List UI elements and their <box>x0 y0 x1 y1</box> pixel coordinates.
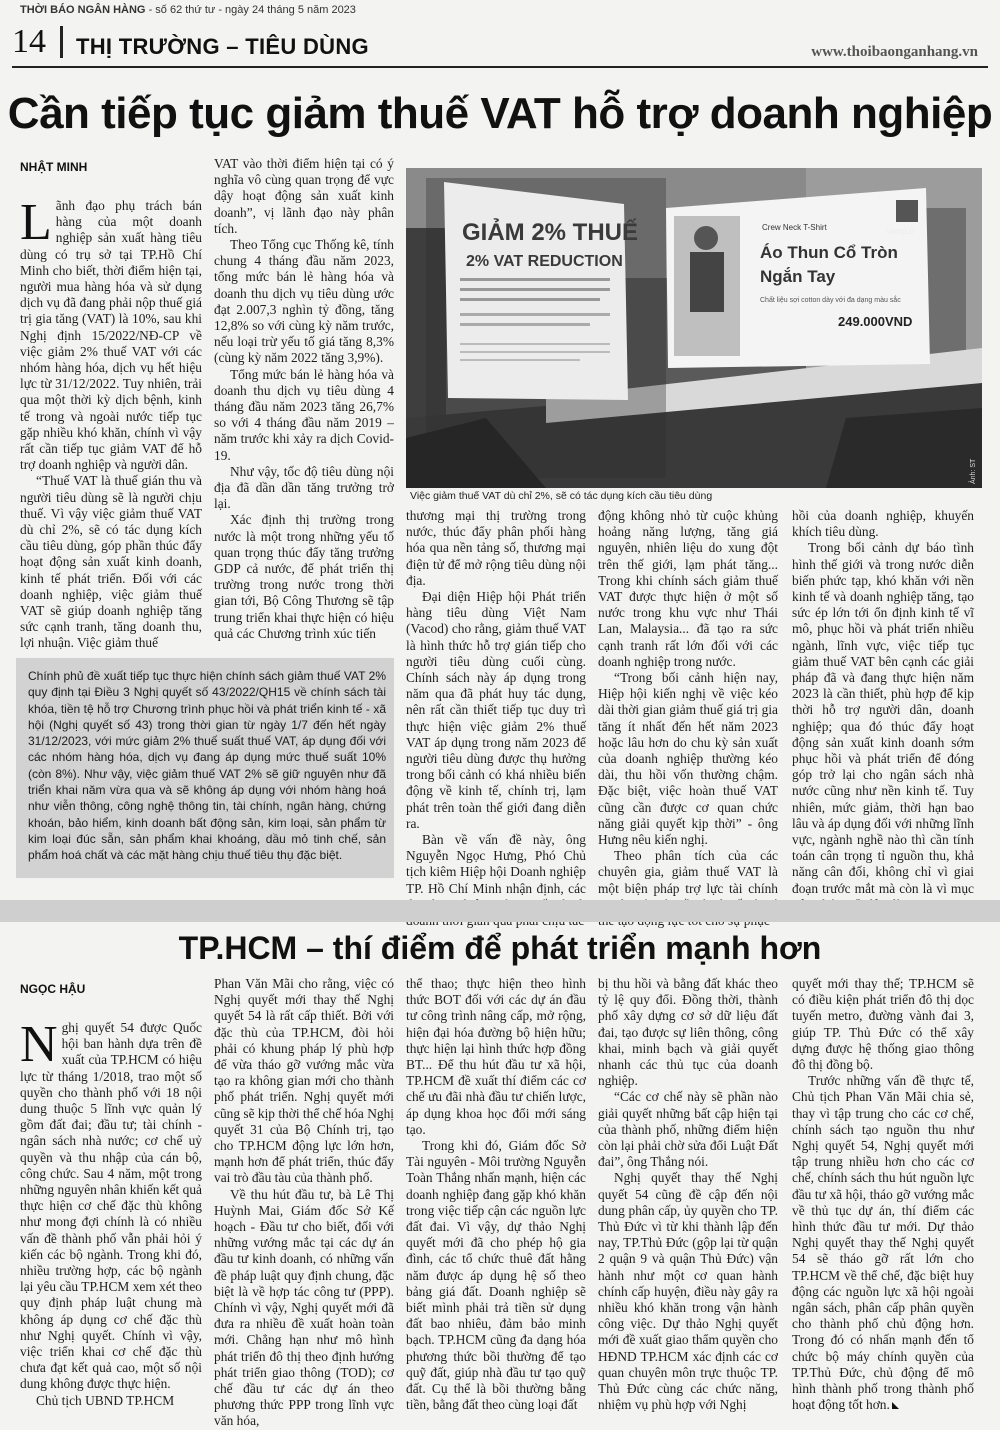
article2-c1-p2: Chủ tịch UBND TP.HCM <box>36 1392 175 1408</box>
article1-headline: Cần tiếp tục giảm thuế VAT hỗ trợ doanh nghiệp <box>7 89 993 138</box>
highlight-box-text: Chính phủ đề xuất tiếp tục thực hiện chính sách giảm thuế VAT 2% quy định tại Điều 3 Nghị quyết số 43/2022/QH15 về chính sách tài khóa, tiền tệ hỗ trợ Chương trình phục hồi và phát triển kinh tế - xã hội (Nghị quyết số 43) trong thời gian từ ngày 1/7 đến hết ngày 31/12/2023, với mức giảm 2% thuế suất thuế VAT, áp dụng đối với các nhóm hàng hóa, dịch vụ đang áp dụng mức thuế suất 10% (còn 8%). Như vậy, việc giảm thuế VAT 2% sẽ giữ nguyên như đã triển khai năm vừa qua và sẽ không áp dụng với nhóm hàng hoá như viễn thông, công nghệ thông tin, tài chính, ngân hàng, chứng khoán, bảo hiểm, kinh doanh bất động sản, kim loại, sản phẩm từ kim loại đúc sẵn, sản phẩm khai khoáng, dầu mỏ tinh chế, sản phẩm hoá chất và các mặt hàng chịu thuế tiêu thụ đặc biệt. <box>28 669 386 863</box>
article1-c2-p3: Tổng mức bán lẻ hàng hóa và doanh thu dịch vụ tiêu dùng 4 tháng đầu năm 2023 tăng 26,7% so với 4 tháng đầu năm 2019 – năm trước khi xảy ra dịch Covid-19. <box>214 366 394 463</box>
ad-description: Chất liệu sợi cotton dày với đa dạng màu sắc <box>760 297 901 304</box>
article2-c4-p3: Nghị quyết thay thế Nghị quyết 54 cũng đề cập đến nội dung phân cấp, ủy quyền cho TP. Thủ Đức vì từ khi thành lập đến nay, TP.Thủ Đức (gộp lại từ quận 2 quận 9 và quận Thủ Đức) vận hành như một cơ quan hành chính cấp huyện, điều này gây ra nhiều khó khăn trong vận hành công việc. Dự thảo Nghị quyết mới đề xuất giao thẩm quyền cho HĐND TP.HCM xác định các cơ quan chuyên môn trực thuộc TP. Thủ Đức cùng các chức năng, nhiệm vụ phù hợp với Nghị <box>598 1170 778 1413</box>
article1-column-5 <box>792 508 974 896</box>
article1-c2-p2: Theo Tổng cục Thống kê, tính chung 4 tháng đầu năm 2023, tổng mức bán lẻ hàng hóa và doanh thu dịch vụ tiêu dùng ước đạt 2.007,3 nghìn tỷ đồng, tăng 12,8% so với cùng kỳ năm trước, nếu loại trừ yếu tố giá tăng 8,3% (cùng kỳ năm 2022 tăng 3,9%). <box>214 237 394 366</box>
article2-c2-p2: Về thu hút đầu tư, bà Lê Thị Huỳnh Mai, Giám đốc Sở Kế hoạch - Đầu tư cho biết, đối với những vướng mắc tại các dự án đầu tư kinh doanh, có những vấn đề pháp luật quy định chung, đặc biệt là về hợp tác công tư (PPP). Chính vì vậy, Nghị quyết mới đã đưa ra nhiều đề xuất hoàn toàn mới. Chẳng hạn như mô hình phát triển đô thị theo định hướng phát triển giao thông (TOD); cơ chế đầu tư các dự án theo phương thức PPP trong lĩnh vực văn hóa, <box>214 1186 394 1429</box>
article2-byline: NGỌC HẬU <box>20 982 86 996</box>
store-photo <box>406 168 982 488</box>
article2-dropcap: N <box>20 1016 58 1073</box>
article1-c5-p1: hồi của doanh nghiệp, khuyến khích tiêu dùng. <box>792 508 974 540</box>
section-separator-band <box>0 900 1000 922</box>
article2-c3-p2: Trong khi đó, Giám đốc Sở Tài nguyên - Môi trường Nguyễn Toàn Thắng nhấn mạnh, hiện các doanh nghiệp đang gặp khó khăn trong việc tiếp cận các nguồn lực đất đai. Vì vậy, dự thảo Nghị quyết mới đã cho phép hộ gia đình, các tổ chức thuê đất hằng năm được áp dụng hệ số theo bảng giá đất. Doanh nghiệp sẽ biết mình phải trả tiền sử dụng đất bao nhiêu, đảm bảo minh bạch. TP.HCM cũng đa dạng hóa phương thức bồi thường để tạo quỹ đất, giúp nhà đầu tư tạo quỹ đất. Cụ thể là bồi thường bằng tiền, bằng đất theo cùng loại đất <box>406 1138 586 1413</box>
end-mark-icon <box>892 1402 899 1409</box>
article1-c1-p2: “Thuế VAT là thuế gián thu và người tiêu dùng sẽ là người chịu thuế. Vì vậy việc giảm thuế VAT dù chỉ 2%, sẽ có tác dụng kích cầu tiêu dùng, góp phần thúc đẩy hoạt động sản xuất kinh doanh, kinh tế phát triển. Đối với các doanh nghiệp, việc giảm thuế VAT sẽ giúp doanh nghiệp tăng sức cạnh tranh, tăng doanh thu, lợi nhuận. Việc giảm thuế <box>20 473 202 651</box>
sign-line-1: GIẢM 2% THUẾ <box>462 219 639 246</box>
photo-caption: Việc giảm thuế VAT dù chỉ 2%, sẽ có tác dụng kích cầu tiêu dùng <box>410 490 713 502</box>
article2-c1-p1: ghị quyết 54 được Quốc hội ban hành dựa trên đề xuất của TP.HCM có hiệu lực từ tháng 1/2018, trao một số quyền cho thành phố với 18 nội dung thuộc 5 lĩnh vực quản lý gồm đất đai; đầu tư; tài chính - ngân sách nhà nước; cơ chế uỷ quyền và thu nhập của cán bộ, công chức. Sau 4 năm, một trong những nguyên nhân khiến kết quả thực hiện cơ chế đặc thù không như mong đợi chính là có nhiều vấn đề thành phố vẫn phải hỏi ý kiến các bộ ngành. Trong khi đó, nhiều trường hợp, các bộ ngành lại yêu cầu TP.HCM xem xét theo quy định pháp luật chung mà không áp dụng cơ chế đặc thù như Nghị quyết. Chính vì vậy, việc triển khai cơ chế đặc thù chưa đạt kết quả cao, một số nội dung không được thực hiện. <box>20 1020 202 1392</box>
article1-column-4 <box>598 508 778 896</box>
article1-c4-p2: “Trong bối cảnh hiện nay, Hiệp hội kiến nghị về việc kéo dài thời gian giảm thuế giá trị gia tăng ít nhất đến hết năm 2023 hoặc lâu hơn do chu kỳ sản xuất của doanh nghiệp thường kéo dài, thu hồi vốn thường chậm. Đặc biệt, việc hoàn thuế VAT cũng cần được cơ quan chức năng giải quyết kịp thời” - ông Hưng nêu kiến nghị. <box>598 670 778 848</box>
ad-price: 249.000VND <box>838 314 913 329</box>
article2-c3-p1: thể thao; thực hiện theo hình thức BOT đối với các dự án đầu tư công trình nâng cấp, mở rộng, hiện đại hóa đường bộ hiện hữu; thực hiện lại hình thức hợp đồng BT... Để thu hút đầu tư xã hội, TP.HCM đề xuất thí điểm các cơ chế ưu đãi nhà đầu tư chiến lược, áp dụng khoa học đổi mới sáng tạo. <box>406 976 586 1137</box>
ad-title-1: Áo Thun Cổ Tròn <box>760 243 898 262</box>
article2-c5-p1: quyết mới thay thế; TP.HCM sẽ có điều kiện phát triển đô thị dọc tuyến metro, đường vành đai 3, giúp TP. Thủ Đức có thể xây dựng được hệ thống giao thông đô thị đồng bộ. <box>792 976 974 1073</box>
photo-credit: Ảnh: ST <box>970 458 977 484</box>
article2-column-5 <box>792 976 974 1413</box>
ad-title-2: Ngắn Tay <box>760 267 836 286</box>
article2-column-4 <box>598 976 778 1413</box>
article1-column-1 <box>20 194 202 651</box>
paper-name: THỜI BÁO NGÂN HÀNG <box>20 4 146 16</box>
article1-dropcap: L <box>20 194 52 251</box>
page-number: 14 <box>12 23 46 60</box>
article1-c2-p4: Như vậy, tốc độ tiêu dùng nội địa đã dần dần tăng trưởng trở lại. <box>214 463 394 512</box>
article2-headline: TP.HCM – thí điểm để phát triển mạnh hơn <box>178 930 822 966</box>
article1-column-3 <box>406 508 586 896</box>
article2-column-3 <box>406 976 586 1413</box>
article1-c3-p1: thương mại thị trường trong nước, thúc đẩy phân phối hàng hóa qua nền tảng số, thương mại điện tử để mở rộng tiêu dùng nội địa. <box>406 508 586 588</box>
website-link[interactable]: www.thoibaonganhang.vn <box>811 44 978 60</box>
article1-byline: NHẬT MINH <box>20 160 88 174</box>
masthead-line <box>20 4 356 16</box>
article1-c4-p1: động không nhỏ từ cuộc khủng hoảng năng lượng, tăng giá nguyên, nhiên liệu do xung đột trên thế giới, lạm phát tăng... Trong khi chính sách giảm thuế VAT được thực hiện ở một số nước trong khu vực như Thái Lan, Malaysia... đã tạo ra sức cạnh tranh rất lớn đối với các doanh nghiệp trong nước. <box>598 508 778 669</box>
sign-line-2: 2% VAT REDUCTION <box>466 253 623 270</box>
article2-column-2 <box>214 976 395 1429</box>
article1-c1-p1: ãnh đạo phụ trách bán hàng của một doanh nghiệp sản xuất hàng tiêu dùng có trụ sở tại TP.Hồ Chí Minh cho biết, thời điểm hiện tại, người mua hàng hóa và sử dụng dịch vụ đã đang phải nộp thuế giá trị gia tăng (VAT) là 10%, sau khi Nghị định 15/2022/NĐ-CP về việc giảm 2% thuế VAT với các nhóm hàng hóa, dịch vụ hết hiệu lực từ 31/12/2022. Tuy nhiên, trải qua một thời kỳ dịch bệnh, kinh tế trong và ngoài nước tiếp tục gặp nhiều khó khăn, chính vì vậy rất cần tiếp tục giảm VAT để hỗ trợ doanh nghiệp và người dân. <box>20 198 202 473</box>
article2-c4-p2: “Các cơ chế này sẽ phần nào giải quyết những bất cập hiện tại của thành phố, những điểm hiện còn lại phải chờ sửa đổi Luật Đất đai”, ông Thắng nói. <box>598 1089 778 1170</box>
article1-c2-p5: Xác định thị trường trong nước là một trong những yếu tố quan trọng thúc đẩy tăng trưởng GDP cả nước, để phát triển thị trường trong nước trong thời gian tới, Bộ Công Thương sẽ tập trung triển khai thực hiện có hiệu quả các Chương trình xúc tiến <box>214 512 394 641</box>
header-rule <box>12 66 988 68</box>
article2-column-1 <box>20 1016 202 1408</box>
article1-c3-p2: Đại diện Hiệp hội Phát triển hàng tiêu dùng Việt Nam (Vacod) cho rằng, giảm thuế VAT là hình thức hỗ trợ gián tiếp cho người tiêu dùng cuối cùng. Chính sách này áp dụng trong năm qua đã phát huy tác dụng, nên rất cần thiết tiếp tục duy trì thực hiện việc giảm 2% thuế VAT áp dụng trong năm 2023 để người tiêu dùng được thụ hưởng trong bối cảnh có khá nhiều biến động về kinh tế, chính trị, lạm phát trên toàn thế giới đang diễn ra. <box>406 589 586 831</box>
header-divider <box>60 26 63 58</box>
article1-c2-p1: VAT vào thời điểm hiện tại có ý nghĩa vô cùng quan trọng để vực dậy hoạt động sản xuất kinh doanh”, vị lãnh đạo này phân tích. <box>214 156 394 236</box>
ad-label: Crew Neck T-Shirt <box>762 223 827 232</box>
article2-c2-p1: Phan Văn Mãi cho rằng, việc có Nghị quyết mới thay thế Nghị quyết 54 là rất cấp thiết. Bởi với đặc thù của TP.HCM, đòi hỏi phải có khung pháp lý phù hợp để vừa tháo gỡ vướng mắc vừa tạo ra không gian mới cho thành phố phát triển. Nghị quyết mới cũng sẽ kịp thời thể chế hóa Nghị quyết 31 của Bộ Chính trị, tạo cho TP.HCM động lực lớn hơn, mạnh hơn để phát triển, thúc đẩy vai trò đầu tàu của thành phố. <box>214 976 395 1186</box>
brand-logo: UNIQLO <box>887 229 915 236</box>
article1-c3-p3: Bàn về vấn đề này, ông Nguyễn Ngọc Hưng, Phó Chủ tịch kiêm Hiệp hội Doanh nghiệp TP. Hồ Chí Minh nhận định, các <box>406 832 586 896</box>
article1-c5-p2: Trong bối cảnh dự báo tình hình thế giới và trong nước diễn biến phức tạp, khó khăn với nền kinh tế và doanh nghiệp tăng, tạo sức ép lớn tới ổn định kinh tế vĩ mô, phục hồi và phát triển nhiều ngành, lĩnh vực, việc tiếp tục giảm thuế VAT bên cạnh các giải pháp đã và đang thực hiện năm 2023 là cần thiết, phù hợp để kịp thời hỗ trợ người dân, doanh nghiệp; qua đó thúc đẩy hoạt động sản xuất kinh doanh sớm phục hồi và phát triển để đóng góp trở lại cho ngân sách nhà nước cũng như nền kinh tế. Tuy nhiên, mức giảm, thời hạn bao lâu và áp dụng đối với những lĩnh vực, ngành nghề nào thì cần tính toán cân trọng tỉ nguồn thu, khả năng cân đối, không chỉ vì giai đoạn trước mắt mà còn là vì mục <box>792 540 974 896</box>
article2-c4-p1: bị thu hồi và bằng đất khác theo tỷ lệ quy đổi. Đồng thời, thành phố xây dựng cơ sở dữ liệu đất đai, tạo được sự liên thông, công khai, minh bạch và giải quyết nhanh các thủ tục của doanh nghiệp. <box>598 976 778 1089</box>
section-title: THỊ TRƯỜNG – TIÊU DÙNG <box>76 34 369 59</box>
article1-column-2 <box>214 156 394 650</box>
issue-info: - số 62 thứ tư - ngày 24 tháng 5 năm 2023 <box>148 4 356 16</box>
article2-c5-p2: Trước những vấn đề thực tế, Chủ tịch Phan Văn Mãi chia sẻ, thay vì tập trung cho các cơ chế, chính sách tạo nguồn thu như Nghị quyết 54, Nghị quyết mới tập trung nhiều hơn cho các cơ chế, chính sách thu hút nguồn lực đầu tư xã hội, tháo gỡ vướng mắc về thủ tục dự án, thí điểm các hình thức đầu tư mới. Dự thảo Nghị quyết thay thế Nghị quyết 54 sẽ tháo gỡ rất lớn cho TP.HCM về thể chế, đặc biệt huy động các nguồn lực xã hội ngoài ngân sách, phân cấp phân quyền cho thành phố chủ động hơn. Trong đó có nhấn mạnh đến tổ chức bộ máy chính quyền của TP.Thủ Đức, chủ động để mô hình thành phố trong thành phố hoạt động tốt hơn. <box>792 1073 974 1413</box>
article1-c4-p3: Theo phân tích của các chuyên gia, giảm thuế VAT là một biện pháp trợ lực tài chính <box>598 848 778 896</box>
